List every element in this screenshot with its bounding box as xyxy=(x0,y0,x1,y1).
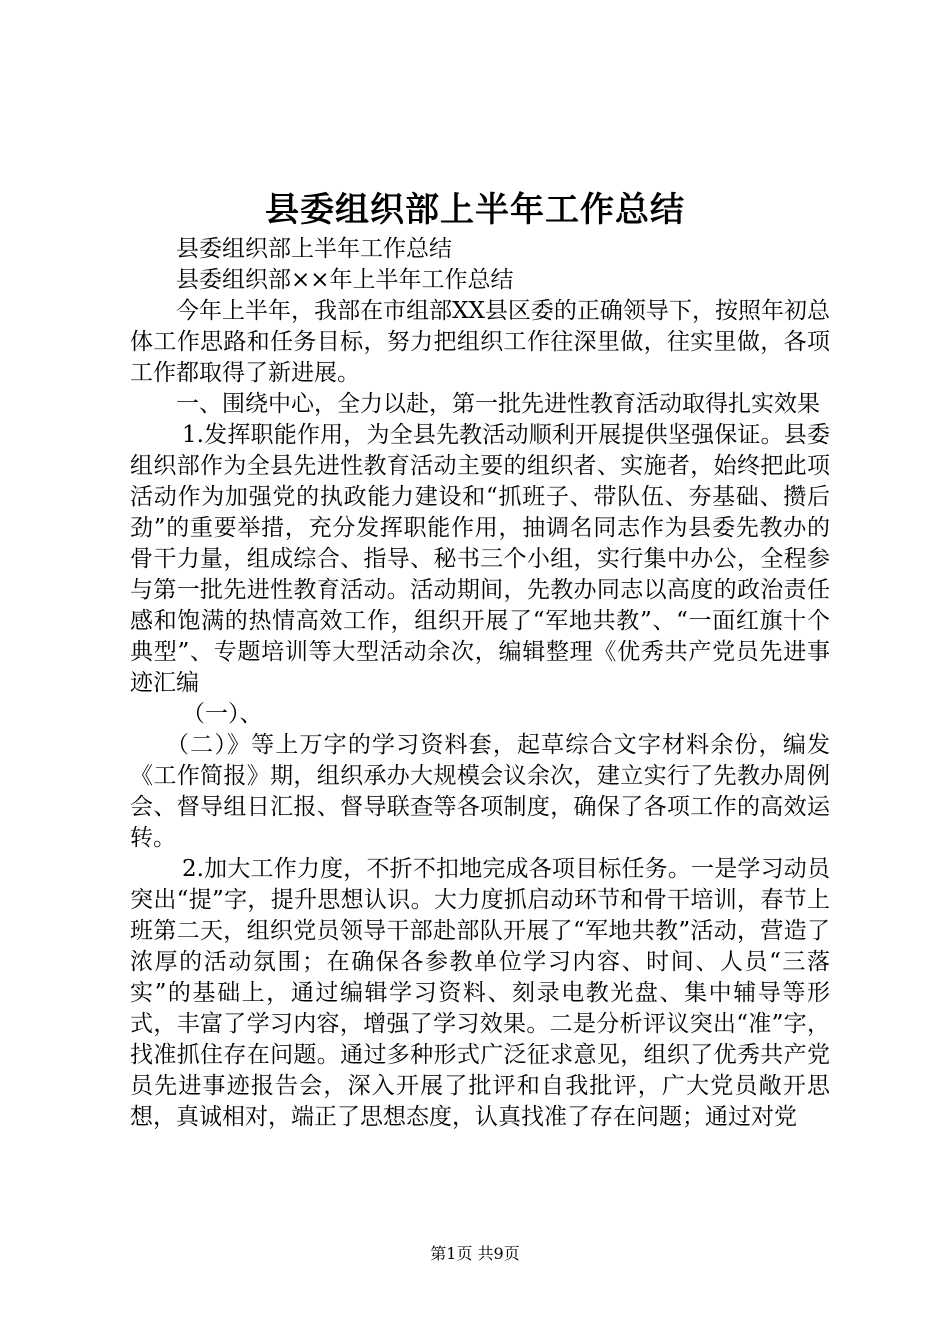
section-heading-1: 一、围绕中心，全力以赴，第一批先进性教育活动取得扎实效果 xyxy=(176,391,820,417)
paragraph-fragment-1: （一）、 xyxy=(182,701,263,727)
paragraph-fragment-2: （二）》等上万字的学习资料套，起草综合文字材料余份，编发《工作简报》期，组织承办大规模会议余次，建立实行了先教办周例会、督导组日汇报、督导联查等各项制度，确保了各项工作的高效运转。 xyxy=(130,732,830,851)
paragraph-point-2: 2.加大工作力度，不折不扣地完成各项目标任务。一是学习动员突出“提”字，提升思想认识。大力度抓启动环节和骨干培训，春节上班第二天，组织党员领导干部赴部队开展了“军地共教”活动，营造了浓厚的活动氛围；在确保各参教单位学习内容、时间、人员“三落实”的基础上，通过编辑学习资料、刻录电教光盘、集中辅导等形式，丰富了学习内容，增强了学习效果。二是分析评议突出“准”字，找准抓住存在问题。通过多种形式广泛征求意见，组织了优秀共产党员先进事迹报告会，深入开展了批评和自我批评，广大党员敞开思想，真诚相对，端正了思想态度，认真找准了存在问题；通过对党 xyxy=(130,856,830,1130)
document-body xyxy=(130,234,830,1133)
paragraph-point-1: 1.发挥职能作用，为全县先教活动顺利开展提供坚强保证。县委组织部作为全县先进性教育活动主要的组织者、实施者，始终把此项活动作为加强党的执政能力建设和“抓班子、带队伍、夯基础、攒后劲”的重要举措，充分发挥职能作用，抽调名同志作为县委先教办的骨干力量，组成综合、指导、秘书三个小组，实行集中办公，全程参与第一批先进性教育活动。活动期间，先教办同志以高度的政治责任感和饱满的热情高效工作，组织开展了“军地共教”、“一面红旗十个典型”、专题培训等大型活动余次，编辑整理《优秀共产党员先进事迹汇编 xyxy=(130,422,830,696)
document-title: 县委组织部上半年工作总结 xyxy=(265,190,685,230)
paragraph-subtitle-1: 县委组织部上半年工作总结 xyxy=(176,236,452,262)
paragraph-intro: 今年上半年，我部在市组部XX县区委的正确领导下，按照年初总体工作思路和任务目标，努力把组织工作往深里做，往实里做，各项工作都取得了新进展。 xyxy=(130,298,830,386)
page-number: 第1页 共9页 xyxy=(430,1244,520,1263)
paragraph-subtitle-2: 县委组织部××年上半年工作总结 xyxy=(176,267,514,293)
